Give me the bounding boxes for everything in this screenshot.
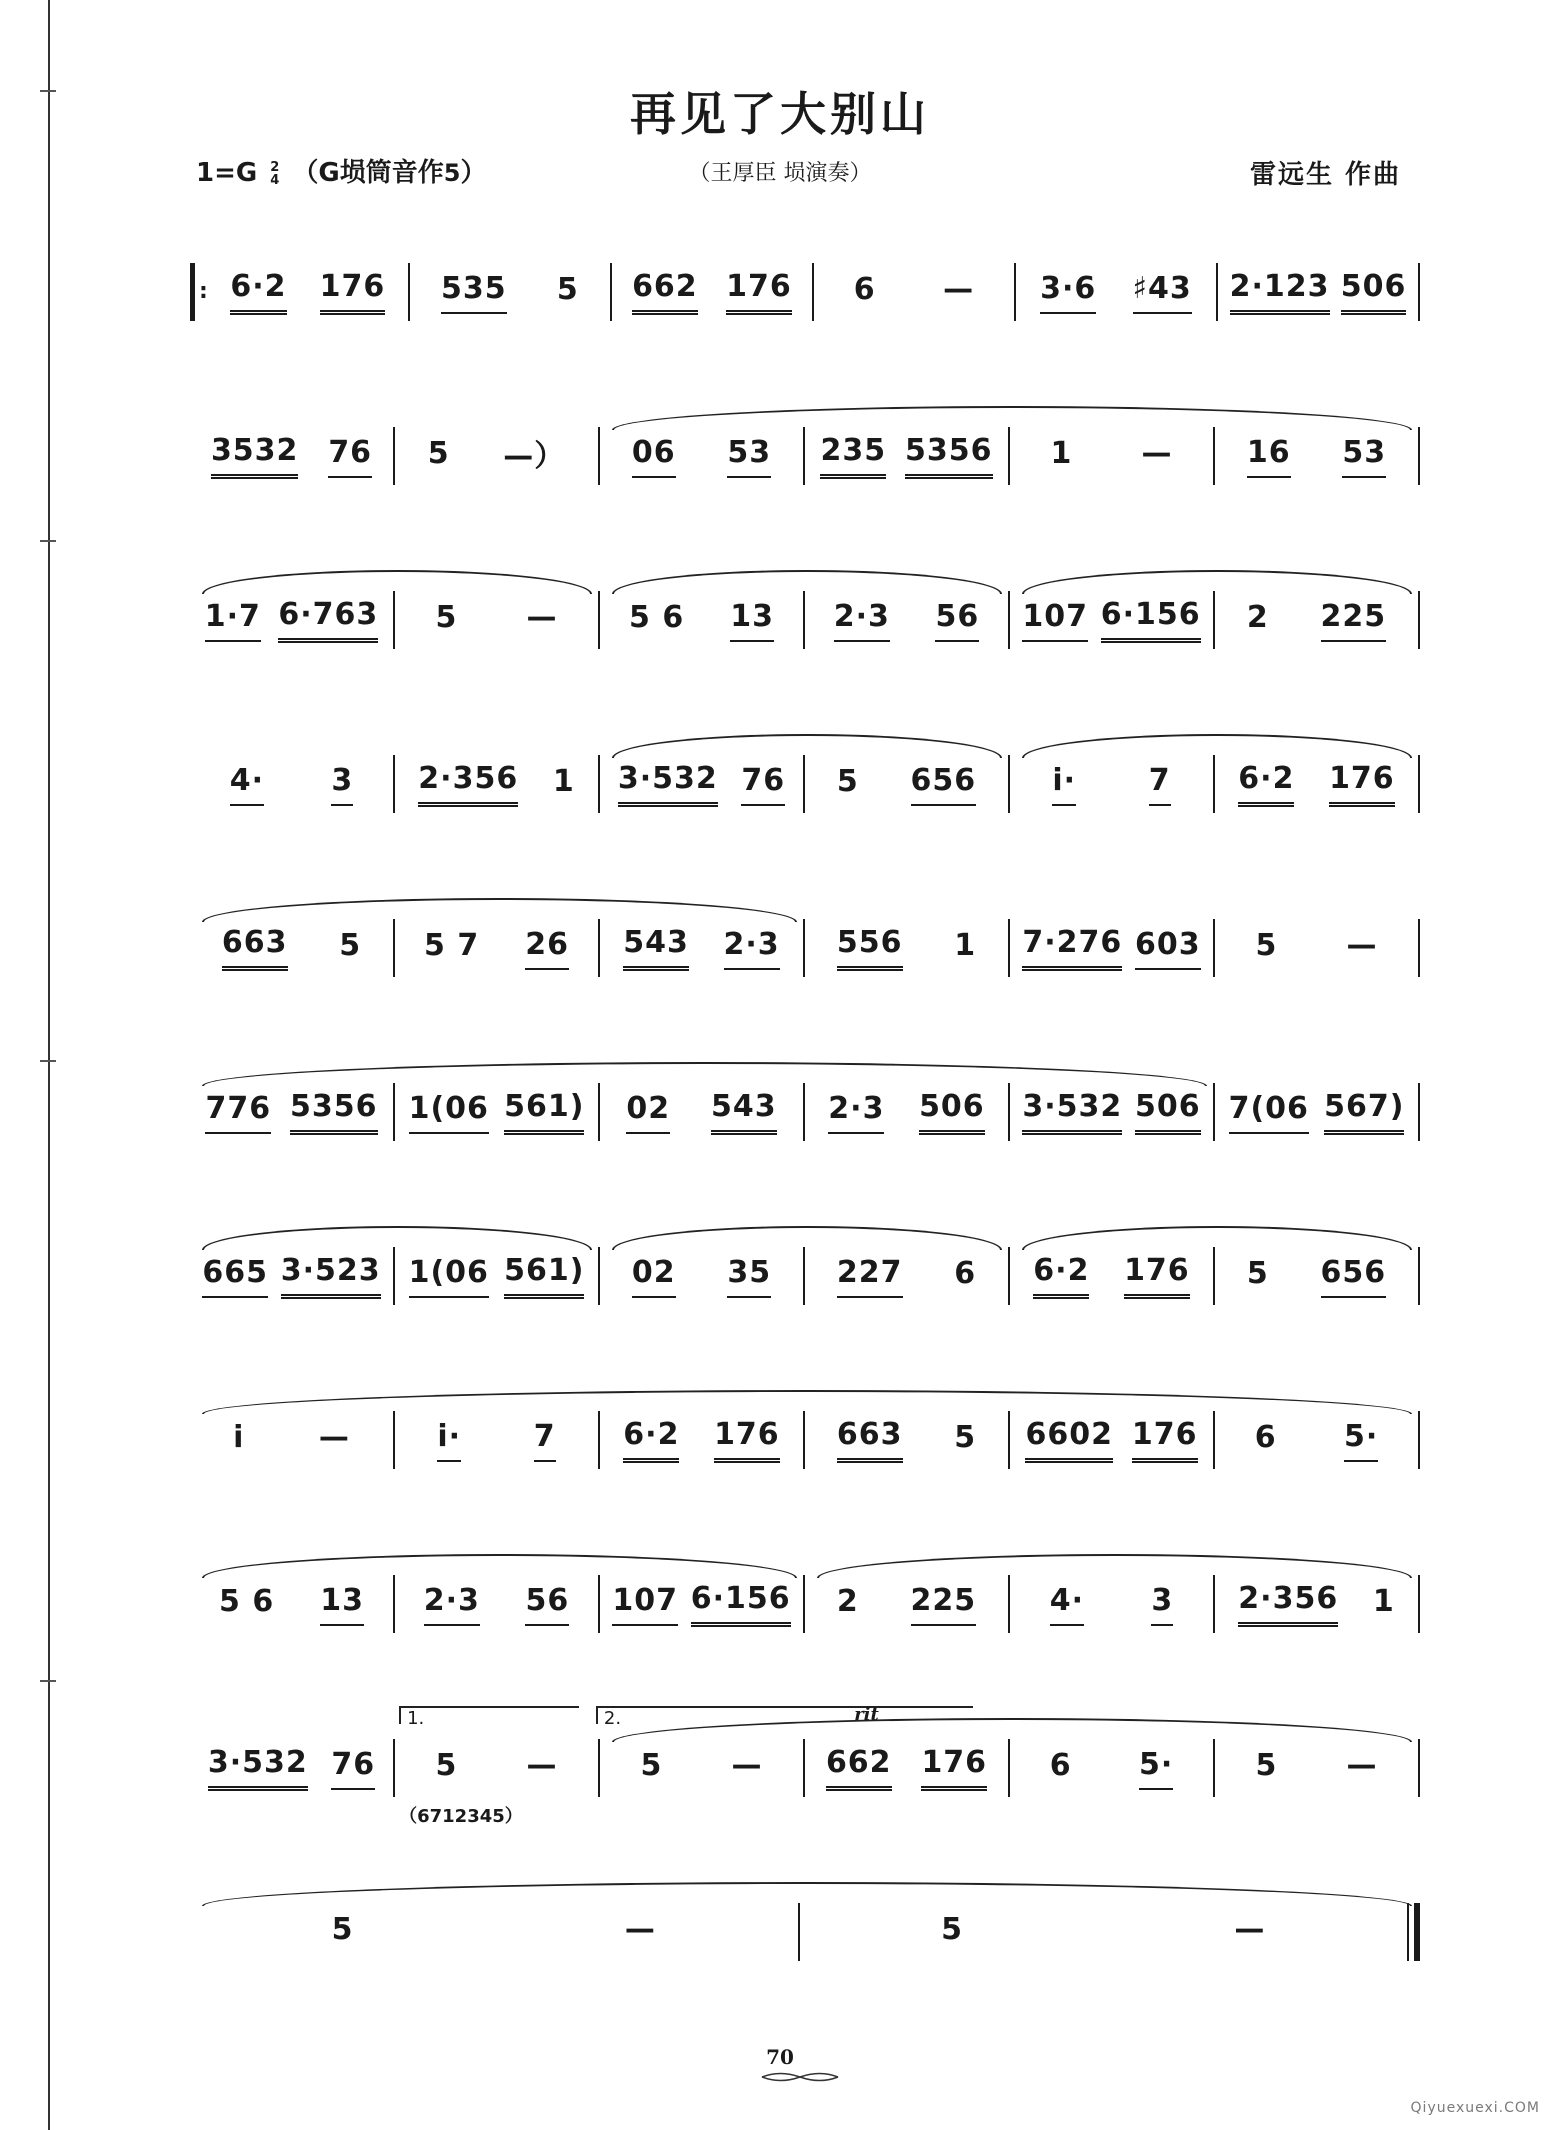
note-beat: — xyxy=(1346,1747,1378,1783)
note-beat: 5 xyxy=(435,599,458,635)
note-beat: 2·123 xyxy=(1230,269,1330,315)
time-top: 2 xyxy=(270,159,280,175)
note-beat: 5 6 xyxy=(219,1583,275,1619)
note-beat: 76 xyxy=(741,763,785,806)
note-beat: 5 xyxy=(1255,1747,1278,1783)
note-beat: 56 xyxy=(525,1583,569,1626)
note-beat: i· xyxy=(1052,763,1076,806)
score xyxy=(190,240,1420,2044)
note-beat: 543 xyxy=(623,925,689,971)
binding-line xyxy=(48,0,50,2130)
measure xyxy=(600,1417,803,1463)
note-beat: 176 xyxy=(1329,761,1395,807)
slur xyxy=(612,1226,1001,1250)
measure xyxy=(190,763,393,806)
note-beat: 225 xyxy=(1321,599,1387,642)
measure xyxy=(805,1089,1008,1135)
measure xyxy=(805,1745,1008,1791)
note-beat: — xyxy=(624,1911,656,1947)
note-beat: 1 xyxy=(1050,435,1073,471)
note-beat: 5 xyxy=(331,1911,354,1947)
barline xyxy=(1418,427,1420,485)
note-beat: 176 xyxy=(1124,1253,1190,1299)
barline xyxy=(1418,919,1420,977)
note-beat: 5· xyxy=(1139,1747,1173,1790)
note-beat: 76 xyxy=(331,1747,375,1790)
binding-tick xyxy=(40,1060,56,1062)
measure xyxy=(395,1583,598,1626)
note-beat: 6602 xyxy=(1025,1417,1113,1463)
measure xyxy=(395,1419,598,1462)
note-beat: 603 xyxy=(1135,927,1201,970)
note-beat: 6·2 xyxy=(623,1417,679,1463)
note-beat: ♯43 xyxy=(1133,271,1192,314)
slur xyxy=(202,1554,796,1578)
measure xyxy=(805,433,1008,479)
measure xyxy=(190,1420,393,1461)
instrument-note-close: ） xyxy=(460,158,487,188)
measure xyxy=(395,431,598,481)
note-beat: 662 xyxy=(632,269,698,315)
measure xyxy=(190,1089,393,1135)
ritardando-mark: rit xyxy=(854,1704,879,1725)
slur xyxy=(1022,570,1411,594)
measure xyxy=(600,1581,803,1627)
slur xyxy=(612,570,1001,594)
note-beat: 2·3 xyxy=(724,927,780,970)
final-barline xyxy=(1407,1903,1420,1961)
measure xyxy=(1010,597,1213,643)
note-beat: 535 xyxy=(441,271,507,314)
measure xyxy=(800,1912,1408,1953)
measure xyxy=(600,599,803,642)
measure xyxy=(814,272,1014,313)
note-beat: 656 xyxy=(911,763,977,806)
barline xyxy=(1418,1739,1420,1797)
measure xyxy=(1215,1255,1418,1298)
note-beat: 5· xyxy=(1344,1419,1378,1462)
note-beat: 06 xyxy=(632,435,676,478)
measure xyxy=(1215,435,1418,478)
note-beat: 107 xyxy=(612,1583,678,1626)
note-beat: 6·156 xyxy=(691,1581,791,1627)
note-beat: 76 xyxy=(328,435,372,478)
binding-tick xyxy=(40,1680,56,1682)
note-beat: 3·6 xyxy=(1040,271,1096,314)
note-beat: 2·356 xyxy=(418,761,518,807)
measure xyxy=(1215,1419,1418,1462)
system-9 xyxy=(190,1552,1420,1716)
measure xyxy=(1215,1089,1418,1135)
note-beat: — xyxy=(526,599,558,635)
note-beat: 2·3 xyxy=(834,599,890,642)
measure xyxy=(1010,1253,1213,1299)
composer-credit: 雷远生 作曲 xyxy=(1250,160,1402,190)
barline xyxy=(1418,591,1420,649)
slur xyxy=(202,1882,1411,1906)
note-beat: 3 xyxy=(1151,1583,1173,1626)
barline xyxy=(1418,263,1420,321)
note-beat: 5 6 xyxy=(629,599,685,635)
measure xyxy=(600,761,803,807)
instrument-pitch: 5 xyxy=(443,159,461,187)
measure xyxy=(1010,1583,1213,1626)
note-beat: 02 xyxy=(632,1255,676,1298)
note-beat: 506 xyxy=(919,1089,985,1135)
note-beat: — xyxy=(1234,1911,1266,1947)
watermark: Qiyuexuexi.COM xyxy=(1410,2100,1540,2116)
measure xyxy=(395,1089,598,1135)
barline xyxy=(1418,1575,1420,1633)
measure xyxy=(395,1253,598,1299)
measure xyxy=(1215,1748,1418,1789)
barline xyxy=(1418,1411,1420,1469)
note-beat: 1 xyxy=(954,927,977,963)
note-beat: 13 xyxy=(320,1583,364,1626)
measure xyxy=(612,269,812,315)
note-beat: 107 xyxy=(1022,599,1088,642)
slur xyxy=(1022,734,1411,758)
measure xyxy=(395,600,598,641)
slur xyxy=(202,898,796,922)
repeat-start-barline: : xyxy=(190,263,208,321)
note-beat: 5 xyxy=(836,763,859,799)
measure xyxy=(805,599,1008,642)
note-beat: 663 xyxy=(222,925,288,971)
measure xyxy=(805,1583,1008,1626)
note-beat: 16 xyxy=(1247,435,1291,478)
measure xyxy=(190,1253,393,1299)
note-beat: 1 xyxy=(1372,1583,1395,1619)
slur xyxy=(612,734,1001,758)
note-beat: 5 xyxy=(556,271,579,307)
measure xyxy=(805,1417,1008,1463)
measure xyxy=(190,925,393,971)
measure xyxy=(600,1255,803,1298)
note-beat: 5 xyxy=(1255,927,1278,963)
ornament-icon xyxy=(760,2070,840,2084)
note-beat: 2 xyxy=(1246,599,1269,635)
note-beat: 556 xyxy=(837,925,903,971)
note-beat: 13 xyxy=(730,599,774,642)
note-beat: 7 xyxy=(534,1419,556,1462)
measure xyxy=(805,763,1008,806)
note-beat: —） xyxy=(503,439,566,474)
time-bottom: 4 xyxy=(270,172,280,188)
note-beat: 2·3 xyxy=(424,1583,480,1626)
note-beat: 6·763 xyxy=(278,597,378,643)
system-5 xyxy=(190,896,1420,1060)
slur xyxy=(202,1062,1206,1086)
note-beat: 176 xyxy=(726,269,792,315)
note-beat: 663 xyxy=(837,1417,903,1463)
note-beat: 53 xyxy=(727,435,771,478)
measure xyxy=(190,433,393,479)
note-beat: 5 xyxy=(1246,1255,1269,1291)
note-beat: 3·532 xyxy=(618,761,718,807)
measure xyxy=(1010,763,1213,806)
note-beat: 662 xyxy=(826,1745,892,1791)
measure xyxy=(1010,1089,1213,1135)
note-beat: — xyxy=(318,1419,350,1455)
measure xyxy=(600,435,803,478)
note-beat: 5 xyxy=(640,1747,663,1783)
measure xyxy=(600,925,803,971)
note-beat: 3 xyxy=(331,763,353,806)
note-beat: 2·356 xyxy=(1238,1581,1338,1627)
note-beat: 176 xyxy=(714,1417,780,1463)
note-beat: 665 xyxy=(202,1255,268,1298)
note-beat: 56 xyxy=(935,599,979,642)
note-beat: 2 xyxy=(836,1583,859,1619)
note-beat: 5356 xyxy=(290,1089,378,1135)
note-beat: 5356 xyxy=(905,433,993,479)
system-11 xyxy=(190,1880,1420,2044)
note-beat: 506 xyxy=(1135,1089,1201,1135)
note-beat: 506 xyxy=(1341,269,1407,315)
measure xyxy=(1010,1417,1213,1463)
measure xyxy=(1010,436,1213,477)
measure xyxy=(600,1748,803,1789)
measure xyxy=(190,597,393,643)
note-beat: 6·2 xyxy=(230,269,286,315)
measure xyxy=(190,1745,393,1791)
measure xyxy=(1215,761,1418,807)
note-beat: 6 xyxy=(853,271,876,307)
note-beat: 6·2 xyxy=(1238,761,1294,807)
system-6 xyxy=(190,1060,1420,1224)
slur xyxy=(612,406,1411,430)
note-beat: 176 xyxy=(921,1745,987,1791)
note-beat: 1(06 xyxy=(409,1091,489,1134)
barline xyxy=(1418,1247,1420,1305)
system-2 xyxy=(190,404,1420,568)
note-beat: 176 xyxy=(320,269,386,315)
note-beat: 4· xyxy=(1050,1583,1084,1626)
measure xyxy=(190,1583,393,1626)
measure xyxy=(1215,599,1418,642)
note-beat: 776 xyxy=(205,1091,271,1134)
note-beat: 6·2 xyxy=(1033,1253,1089,1299)
measure xyxy=(1016,271,1216,314)
instrument-note: （G埙筒音作 xyxy=(292,158,444,188)
volta-first-ending: 1. xyxy=(399,1706,579,1724)
system-10 xyxy=(190,1704,1420,1880)
note-beat: 176 xyxy=(1132,1417,1198,1463)
note-beat: — xyxy=(526,1747,558,1783)
note-beat: 02 xyxy=(626,1091,670,1134)
slur xyxy=(202,570,591,594)
note-beat: 561) xyxy=(504,1089,584,1135)
note-beat: 1(06 xyxy=(409,1255,489,1298)
note-beat: 1·7 xyxy=(205,599,261,642)
ossia-passage: （6712345） xyxy=(399,1806,523,1827)
measure xyxy=(395,761,598,807)
note-beat: 6 xyxy=(1049,1747,1072,1783)
measure xyxy=(600,1089,803,1135)
note-beat: 235 xyxy=(820,433,886,479)
binding-tick xyxy=(40,540,56,542)
measure xyxy=(395,927,598,970)
volta-second-ending: 2. xyxy=(596,1706,973,1724)
note-beat: 5 xyxy=(435,1747,458,1783)
system-7 xyxy=(190,1224,1420,1388)
note-beat: 543 xyxy=(711,1089,777,1135)
note-beat: 4· xyxy=(230,763,264,806)
page-number: 70 xyxy=(766,2045,794,2069)
note-beat: 567) xyxy=(1324,1089,1404,1135)
note-beat: 227 xyxy=(837,1255,903,1298)
measure xyxy=(208,269,408,315)
note-beat: 5 7 xyxy=(424,927,480,963)
note-beat: 225 xyxy=(911,1583,977,1626)
note-beat: 2·3 xyxy=(828,1091,884,1134)
note-beat: — xyxy=(1346,927,1378,963)
slur xyxy=(817,1554,1411,1578)
note-beat: 7(06 xyxy=(1229,1091,1309,1134)
barline xyxy=(1418,755,1420,813)
system-3 xyxy=(190,568,1420,732)
measure xyxy=(395,1748,598,1789)
note-beat: 5 xyxy=(941,1911,964,1947)
note-beat: 656 xyxy=(1321,1255,1387,1298)
note-beat: 35 xyxy=(727,1255,771,1298)
note-beat: 5 xyxy=(954,1419,977,1455)
measure xyxy=(1215,928,1418,969)
measure-row xyxy=(190,252,1420,332)
measure xyxy=(190,1912,798,1953)
key-tonic: 1=G xyxy=(196,158,258,188)
performer-credit: （王厚臣 埙演奏） xyxy=(688,161,872,186)
note-beat: 26 xyxy=(525,927,569,970)
note-beat: i· xyxy=(437,1419,461,1462)
note-beat: 5 xyxy=(339,927,362,963)
note-beat: 53 xyxy=(1342,435,1386,478)
slur xyxy=(202,1226,591,1250)
note-beat: 6 xyxy=(954,1255,977,1291)
measure xyxy=(1215,1581,1418,1627)
note-beat: 561) xyxy=(504,1253,584,1299)
measure xyxy=(1218,269,1418,315)
slur xyxy=(202,1390,1411,1414)
note-beat: 3532 xyxy=(211,433,299,479)
note-beat: 6 xyxy=(1254,1419,1277,1455)
note-beat: — xyxy=(1141,435,1173,471)
note-beat: i xyxy=(233,1419,245,1455)
measure xyxy=(1010,925,1213,971)
page-title: 再见了大别山 xyxy=(630,87,930,141)
note-beat: — xyxy=(943,271,975,307)
note-beat: 6·156 xyxy=(1101,597,1201,643)
note-beat: 3·523 xyxy=(281,1253,381,1299)
note-beat: 1 xyxy=(552,763,575,799)
note-beat: — xyxy=(731,1747,763,1783)
note-beat: 5 xyxy=(427,435,450,471)
slur xyxy=(1022,1226,1411,1250)
note-beat: 3·532 xyxy=(1022,1089,1122,1135)
note-beat: 3·532 xyxy=(208,1745,308,1791)
system-4 xyxy=(190,732,1420,896)
measure xyxy=(805,925,1008,971)
system-1 xyxy=(190,240,1420,404)
measure xyxy=(410,271,610,314)
system-8 xyxy=(190,1388,1420,1552)
measure xyxy=(805,1255,1008,1298)
note-beat: 7 xyxy=(1149,763,1171,806)
note-beat: 7·276 xyxy=(1022,925,1122,971)
measure xyxy=(1010,1747,1213,1790)
barline xyxy=(1418,1083,1420,1141)
